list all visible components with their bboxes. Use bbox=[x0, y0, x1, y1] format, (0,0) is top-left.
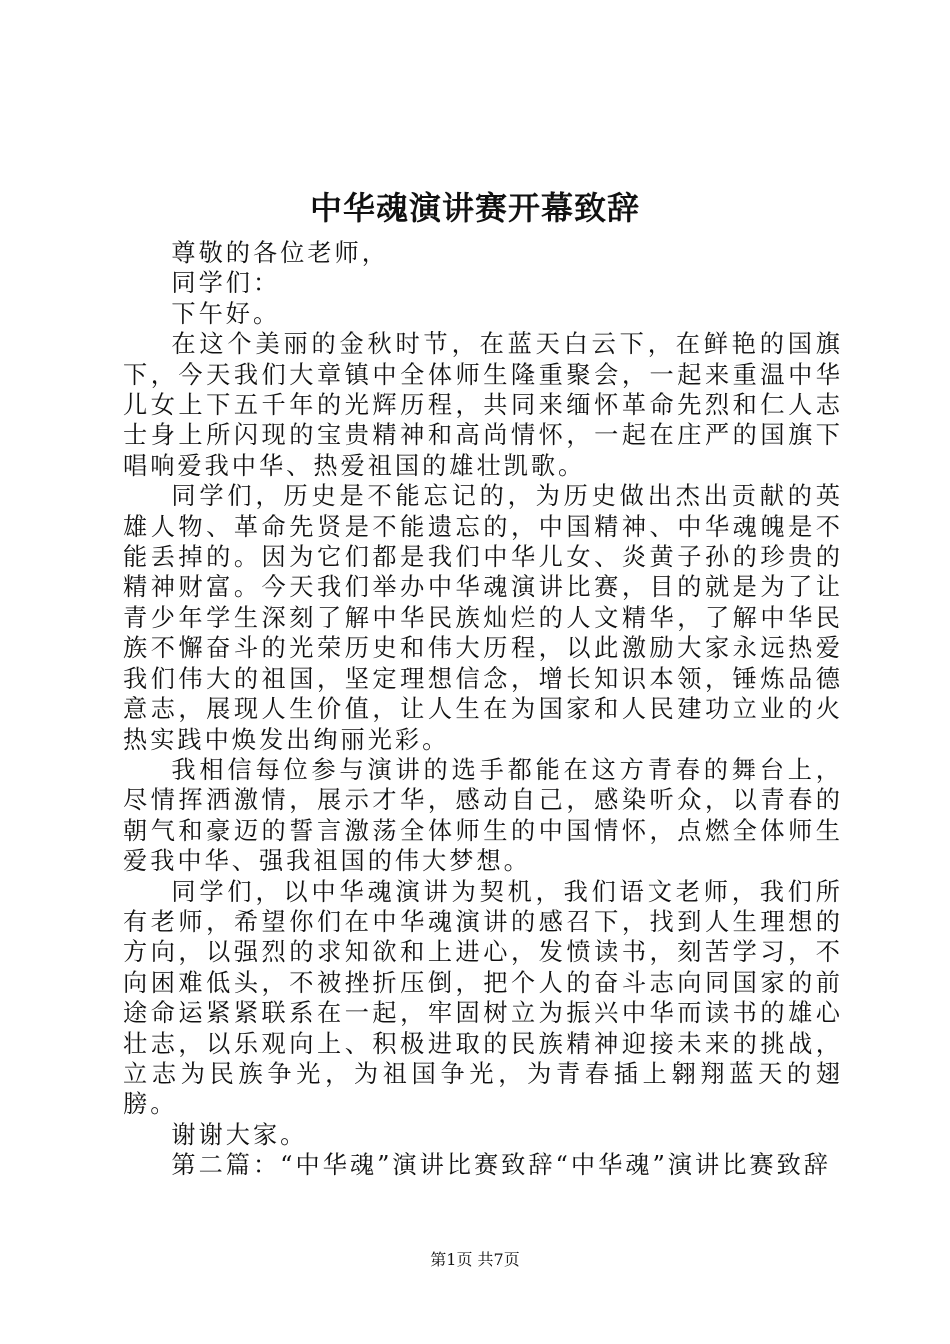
page-title: 中华魂演讲赛开幕致辞 bbox=[309, 189, 640, 227]
paragraph-greeting: 下午好。 bbox=[171, 299, 281, 328]
document-body bbox=[123, 238, 843, 1181]
paragraph-thanks: 谢谢大家。 bbox=[171, 1120, 308, 1149]
paragraph-contestants: 我相信每位参与演讲的选手都能在这方青春的舞台上，尽情挥洒激情，展示才华，感动自己，感染听众，以青春的朝气和豪迈的誓言激荡全体师生的中国情怀，点燃全体师生爱我中华、强我祖国的伟大梦想。 bbox=[123, 755, 843, 876]
paragraph-salutation: 尊敬的各位老师， bbox=[171, 239, 389, 267]
paragraph-hopes: 同学们，以中华魂演讲为契机，我们语文老师，我们所有老师，希望你们在中华魂演讲的感召下，找到人生理想的方向，以强烈的求知欲和上进心，发愤读书，刻苦学习，不向困难低头，不被挫折压倒，把个人的奋斗志向同国家的前途命运紧紧联系在一起，牢固树立为振兴中华而读书的雄心壮志，以乐观向上、积极进取的民族精神迎接未来的挑战，立志为民族争光，为祖国争光，为青春插上翱翔蓝天的翅膀。 bbox=[123, 877, 843, 1119]
page-number-footer: 第1页 共7页 bbox=[430, 1250, 520, 1269]
paragraph-history: 同学们，历史是不能忘记的，为历史做出杰出贡献的英雄人物、革命先贤是不能遗忘的，中国精神、中华魂魄是不能丢掉的。因为它们都是我们中华儿女、炎黄子孙的珍贵的精神财富。今天我们举办中华魂演讲比赛，目的就是为了让青少年学生深刻了解中华民族灿烂的人文精华，了解中华民族不懈奋斗的光荣历史和伟大历程，以此激励大家永远热爱我们伟大的祖国，坚定理想信念，增长知识本领，锤炼品德意志，展现人生价值，让人生在为国家和人民建功立业的火热实践中焕发出绚丽光彩。 bbox=[123, 482, 843, 754]
paragraph-second-article-heading: 第二篇：“中华魂”演讲比赛致辞“中华魂”演讲比赛致辞 bbox=[171, 1151, 831, 1180]
paragraph-opening: 在这个美丽的金秋时节，在蓝天白云下，在鲜艳的国旗下，今天我们大章镇中全体师生隆重聚会，一起来重温中华儿女上下五千年的光辉历程，共同来缅怀革命先烈和仁人志士身上所闪现的宝贵精神和高尚情怀，一起在庄严的国旗下唱响爱我中华、热爱祖国的雄壮凯歌。 bbox=[123, 330, 843, 480]
paragraph-salutation-students: 同学们： bbox=[171, 269, 281, 298]
